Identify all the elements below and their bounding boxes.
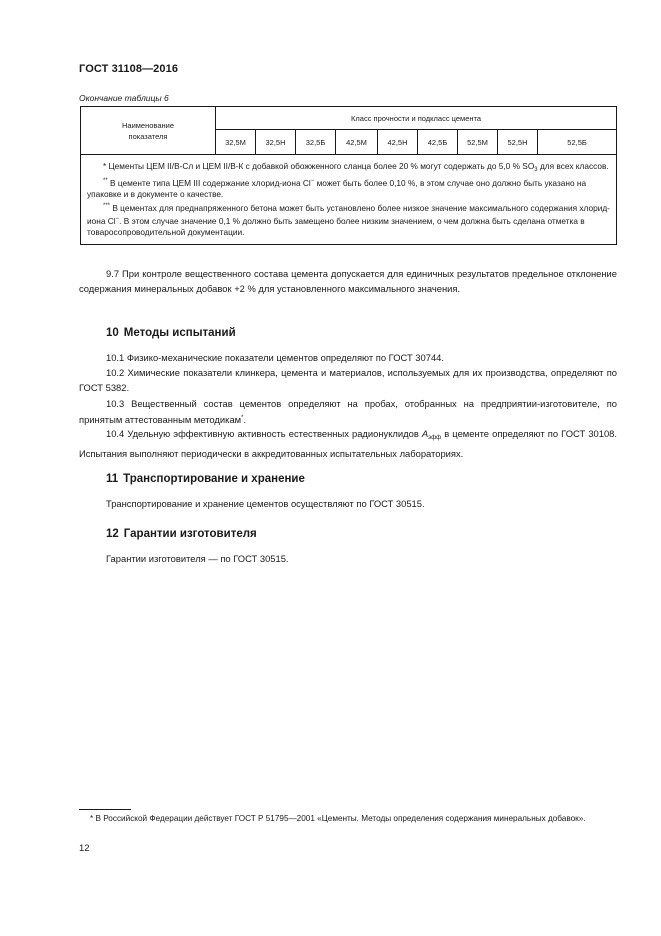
note-superscript: −: [310, 178, 315, 185]
strength-class-table: [80, 106, 617, 245]
paragraph-text: 10.3 Вещественный состав цементов определяют на пробах, отобранных на предприятии-изготовителе, по принятым аттестованным методикам: [79, 398, 617, 426]
section-title: Транспортирование и хранение: [123, 473, 305, 485]
table-note-3: [87, 201, 610, 239]
note-text: В цементах для преднапряженного бетона может быть установлено более низкое значение максимального содержания хлорид-иона Cl: [87, 202, 610, 226]
table-note-1: [87, 161, 610, 176]
note-mark: *: [103, 161, 107, 171]
section-number: 10: [106, 327, 119, 339]
note-text: В цементе типа ЦЕМ III содержание хлорид-иона Cl: [109, 178, 311, 189]
section-title: Методы испытаний: [123, 327, 236, 339]
note-text: для всех классов.: [539, 161, 609, 171]
section-number: 11: [106, 473, 119, 485]
section-title: Гарантии изготовителя: [123, 528, 257, 540]
strength-class-header: Класс прочности и подкласс цемента: [216, 107, 617, 130]
footnote: [79, 813, 617, 825]
class-cell: 52,5Н: [498, 130, 538, 155]
standard-header: ГОСТ 31108—2016: [79, 63, 179, 75]
paragraph-10-3: [79, 396, 617, 427]
page-number: 12: [79, 843, 90, 854]
note-subscript: 3: [534, 167, 538, 173]
class-cell: 42,5Б: [418, 130, 458, 155]
section-number: 12: [106, 528, 119, 540]
paragraph-11: Транспортирование и хранение цементов осуществляют по ГОСТ 30515.: [106, 498, 425, 509]
table-note-2: [87, 176, 610, 200]
paragraph-10-2: 10.2 Химические показатели клинкера, цемента и материалов, используемых для их производства, определяют по ГОСТ 5382.: [79, 367, 617, 394]
paragraph-text: 10.4 Удельную эффективную активность естественных радионуклидов: [106, 428, 419, 439]
paragraph-9-7: 9.7 При контроле вещественного состава цемента допускается для единичных результатов предельное отклонение содержания минеральных добавок +2 % для установленного максимального значения.: [79, 268, 617, 295]
section-11-heading: [106, 473, 305, 485]
paragraph-text: .: [243, 414, 247, 426]
paragraph-10-1: 10.1 Физико-механические показатели цементов определяют по ГОСТ 30744.: [106, 352, 444, 363]
variable: A: [421, 428, 429, 439]
class-cell: 42,5Н: [378, 130, 418, 155]
class-cell: 42,5М: [336, 130, 378, 155]
footnote-ref: *: [241, 415, 244, 422]
footnote-mark: *: [90, 814, 94, 823]
note-text: может быть более 0,10 %, в этом случае оно должно быть указано на упаковке и в документе о качестве.: [87, 178, 587, 200]
section-10-heading: [106, 327, 236, 339]
class-cell: 32,5Б: [296, 130, 336, 155]
paragraph-10-4: [79, 426, 617, 461]
footnote-divider: [79, 809, 131, 810]
note-text: Цементы ЦЕМ II/В-Сл и ЦЕМ II/В-К с добавкой обожженного сланца более 20 % могут содержать до 5,0 %: [108, 161, 520, 171]
class-cell: 52,5Б: [538, 130, 617, 155]
column-header-indicator: [81, 107, 216, 155]
note-mark: ***: [103, 202, 111, 209]
column-header-line1: Наименование: [122, 120, 174, 130]
note-formula: SO: [522, 161, 535, 171]
table-notes: [81, 155, 617, 245]
column-header-line2: показателя: [128, 131, 168, 141]
paragraph-text: в цементе определяют по ГОСТ 30108. Испытания выполняют периодически в аккредитованных испытательных лабораториях.: [79, 428, 617, 460]
class-cell: 32,5Н: [256, 130, 296, 155]
variable-subscript: эфф: [428, 435, 442, 441]
note-mark: **: [103, 178, 108, 185]
table-caption: Окончание таблицы 6: [79, 93, 169, 103]
footnote-text: В Российской Федерации действует ГОСТ Р 51795—2001 «Цементы. Методы определения содержания минеральных добавок».: [95, 814, 586, 823]
note-text: . В этом случае значение 0,1 % должно быть замещено более низким значением, о чем должна быть сделана отметка в товаросопроводительной документации.: [87, 215, 585, 238]
paragraph-12: Гарантии изготовителя — по ГОСТ 30515.: [106, 553, 289, 564]
class-cell: 32,5М: [216, 130, 256, 155]
note-superscript: −: [115, 215, 120, 222]
class-cell: 52,5М: [458, 130, 498, 155]
section-12-heading: [106, 528, 257, 540]
